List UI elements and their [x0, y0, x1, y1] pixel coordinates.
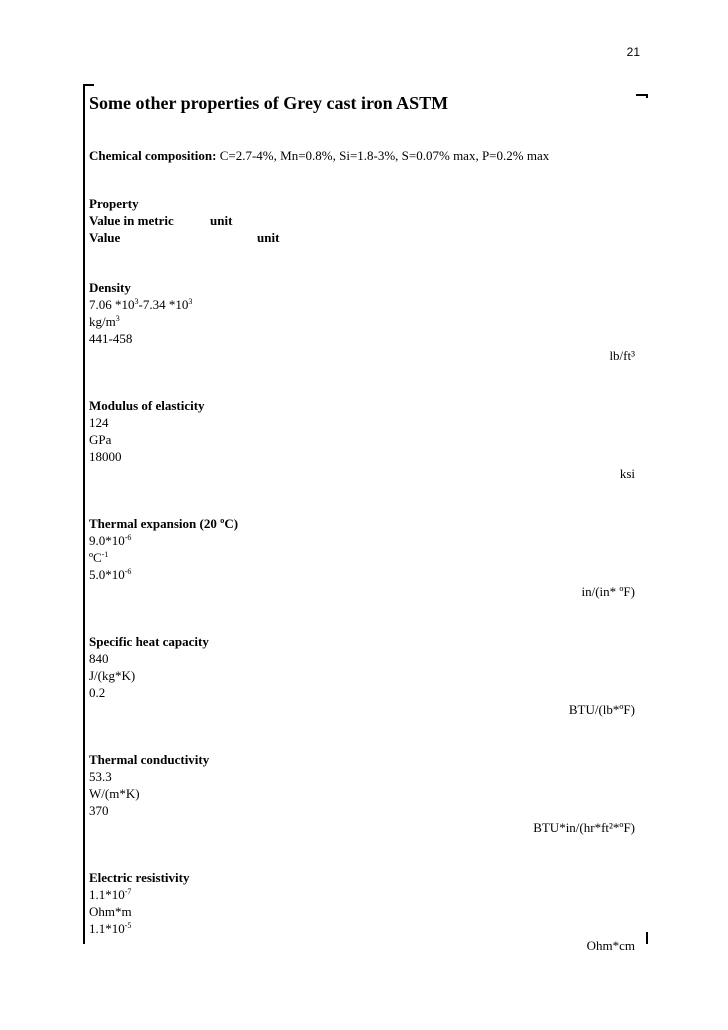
header-property: Property [89, 196, 139, 211]
metric-unit [89, 549, 637, 566]
imperial-value: 370 [89, 803, 109, 818]
imperial-value-text: 5.0*10 [89, 567, 125, 582]
header-unit-imperial: unit [257, 230, 280, 245]
metric-value-exponent: -7 [124, 887, 132, 896]
metric-unit: W/(m*K) [89, 786, 140, 801]
header-row-metric [89, 212, 637, 229]
metric-value-text: 9.0*10 [89, 533, 125, 548]
property-name: Thermal conductivity [89, 752, 210, 767]
imperial-unit: lb/ft³ [609, 348, 635, 363]
imperial-unit: BTU*in/(hr*ft²*ºF) [533, 820, 635, 835]
imperial-unit: in/(in* ºF) [581, 584, 635, 599]
imperial-unit: BTU/(lb*ºF) [568, 702, 635, 717]
imperial-value: 0.2 [89, 685, 106, 700]
property-name: Modulus of elasticity [89, 398, 205, 413]
page-number: 21 [626, 45, 640, 59]
metric-unit: J/(kg*K) [89, 668, 136, 683]
property-name: Electric resistivity [89, 870, 190, 885]
frame-top-left-rule [83, 84, 94, 86]
metric-value-b: -7.34 *10 [138, 297, 189, 312]
header-row-imperial [89, 229, 637, 246]
imperial-value [89, 566, 637, 583]
imperial-value [89, 920, 637, 937]
property-electric-resistivity [89, 869, 637, 954]
imperial-unit: Ohm*cm [586, 938, 635, 953]
metric-unit [89, 313, 637, 330]
composition-label: Chemical composition: [89, 148, 217, 163]
metric-value-exponent: -6 [124, 533, 132, 542]
metric-value-b-exponent: 3 [188, 297, 193, 306]
frame-left-rule [83, 84, 85, 944]
header-unit-metric: unit [210, 213, 233, 228]
metric-value: 53.3 [89, 769, 112, 784]
metric-unit-exponent: 3 [115, 314, 120, 323]
property-name: Density [89, 280, 131, 295]
frame-bottom-right-rule [646, 932, 648, 944]
imperial-value: 441-458 [89, 331, 133, 346]
metric-value-a-exponent: 3 [134, 297, 139, 306]
imperial-value: 18000 [89, 449, 122, 464]
metric-value [89, 886, 637, 903]
metric-value-a: 7.06 *10 [89, 297, 135, 312]
imperial-value-exponent: -6 [124, 567, 132, 576]
chemical-composition [89, 148, 637, 164]
property-modulus-of-elasticity [89, 397, 637, 482]
header-value-metric: Value in metric [89, 213, 174, 228]
metric-unit: Ohm*m [89, 904, 132, 919]
metric-value-text: 1.1*10 [89, 887, 125, 902]
document-content [89, 92, 637, 954]
property-thermal-expansion [89, 515, 637, 600]
imperial-value-exponent: -5 [124, 921, 132, 930]
metric-unit-text: ºC [89, 550, 102, 565]
table-header [89, 195, 637, 246]
page-title: Some other properties of Grey cast iron ASTM [89, 93, 449, 113]
property-thermal-conductivity [89, 751, 637, 836]
property-name: Specific heat capacity [89, 634, 209, 649]
imperial-unit: ksi [619, 466, 635, 481]
metric-value [89, 532, 637, 549]
metric-unit-exponent: -1 [101, 550, 109, 559]
metric-value: 124 [89, 415, 109, 430]
metric-value: 840 [89, 651, 109, 666]
property-density [89, 279, 637, 364]
frame-top-right-rule [636, 94, 648, 96]
imperial-value-text: 1.1*10 [89, 921, 125, 936]
property-name: Thermal expansion (20 ºC) [89, 516, 239, 531]
metric-value [89, 296, 637, 313]
composition-text: C=2.7-4%, Mn=0.8%, Si=1.8-3%, S=0.07% max, P=0.2% max [216, 148, 550, 163]
header-value: Value [89, 230, 121, 245]
metric-unit-text: kg/m [89, 314, 116, 329]
property-specific-heat-capacity [89, 633, 637, 718]
metric-unit: GPa [89, 432, 112, 447]
